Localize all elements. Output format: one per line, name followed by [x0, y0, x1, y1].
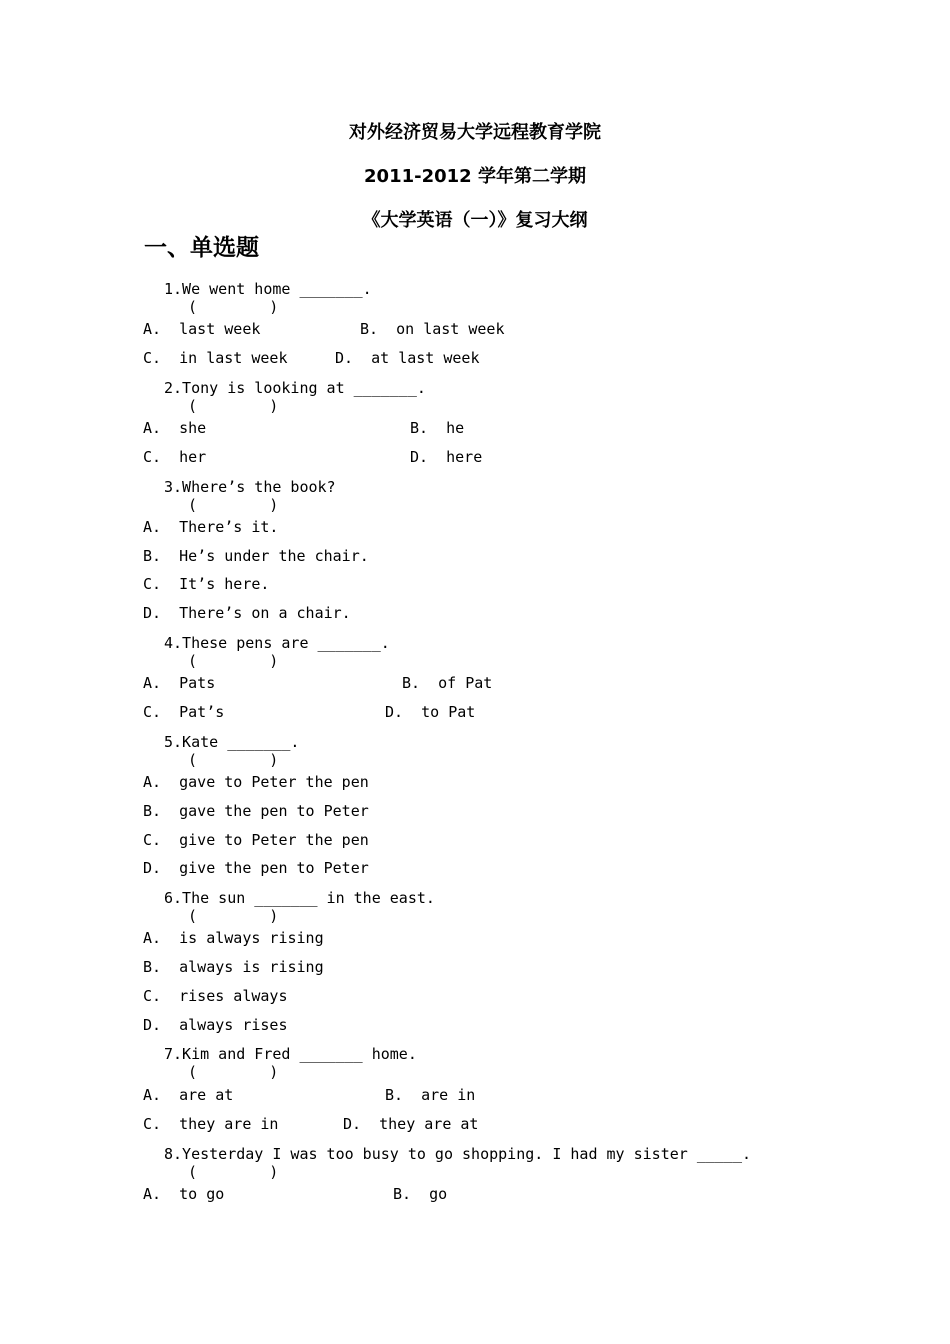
option-a: A. gave to Peter the pen	[143, 773, 369, 791]
question-stem: 8.Yesterday I was too busy to go shopping. I had my sister _____.	[164, 1145, 751, 1163]
option-c: C. rises always	[143, 987, 288, 1005]
option-a: A. to go	[143, 1185, 225, 1203]
question-stem: 4.These pens are _______.	[164, 634, 390, 652]
answer-paren: ( )	[188, 496, 279, 514]
option-b: B. always is rising	[143, 958, 324, 976]
option-a: A. are at	[143, 1086, 234, 1104]
answer-paren: ( )	[188, 397, 279, 415]
option-c: C. give to Peter the pen	[143, 831, 369, 849]
question-stem: 6.The sun _______ in the east.	[164, 889, 435, 907]
option-c: C. Pat’s	[143, 703, 225, 721]
section-heading: 一、单选题	[144, 235, 259, 261]
answer-paren: ( )	[188, 1063, 279, 1081]
option-a: A. last week	[143, 320, 261, 338]
answer-paren: ( )	[188, 907, 279, 925]
question-stem: 5.Kate _______.	[164, 733, 300, 751]
option-c: C. It’s here.	[143, 575, 270, 593]
option-c: C. in last week	[143, 349, 288, 367]
question-stem: 1.We went home _______.	[164, 280, 372, 298]
option-b: B. He’s under the chair.	[143, 547, 369, 565]
option-c: C. they are in	[143, 1115, 279, 1133]
option-c: C. her	[143, 448, 207, 466]
answer-paren: ( )	[188, 298, 279, 316]
option-b: B. on last week	[360, 320, 505, 338]
option-b: B. are in	[385, 1086, 476, 1104]
answer-paren: ( )	[188, 1163, 279, 1181]
option-a: A. Pats	[143, 674, 216, 692]
question-stem: 2.Tony is looking at _______.	[164, 379, 426, 397]
option-b: B. gave the pen to Peter	[143, 802, 369, 820]
option-b: B. of Pat	[402, 674, 493, 692]
option-d: D. always rises	[143, 1016, 288, 1034]
option-b: B. go	[393, 1185, 448, 1203]
answer-paren: ( )	[188, 652, 279, 670]
option-d: D. at last week	[335, 349, 480, 367]
option-d: D. to Pat	[385, 703, 476, 721]
option-a: A. is always rising	[143, 929, 324, 947]
option-a: A. There’s it.	[143, 518, 279, 536]
option-d: D. they are at	[343, 1115, 479, 1133]
question-stem: 3.Where’s the book?	[164, 478, 336, 496]
answer-paren: ( )	[188, 751, 279, 769]
option-b: B. he	[410, 419, 465, 437]
option-a: A. she	[143, 419, 207, 437]
course-title: 《大学英语（一）》复习大纲	[362, 210, 588, 231]
option-d: D. There’s on a chair.	[143, 604, 351, 622]
term-title: 2011-2012 学年第二学期	[364, 166, 586, 187]
institution-title: 对外经济贸易大学远程教育学院	[349, 122, 601, 143]
option-d: D. here	[410, 448, 483, 466]
option-d: D. give the pen to Peter	[143, 859, 369, 877]
question-stem: 7.Kim and Fred _______ home.	[164, 1045, 417, 1063]
